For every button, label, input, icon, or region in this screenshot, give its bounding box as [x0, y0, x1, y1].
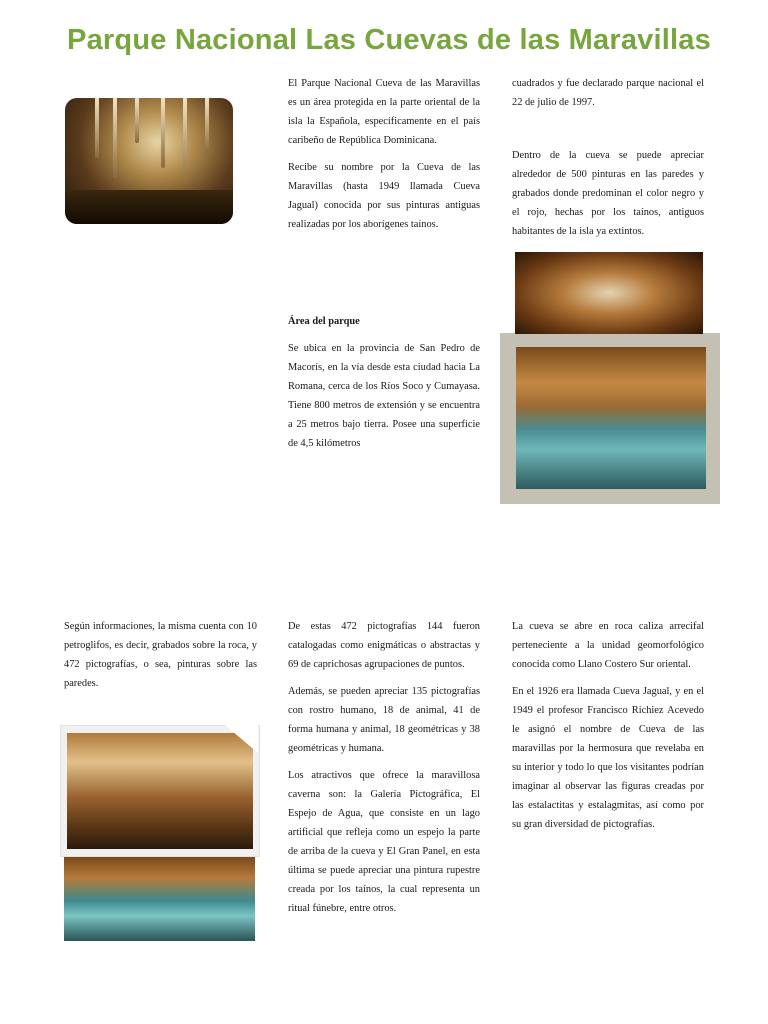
bottom-column-right — [512, 617, 704, 842]
paragraph: De estas 472 pictografías 144 fueron catalogadas como enigmáticas o abstractas y 69 de caprichosas agrupaciones de puntos. — [288, 621, 480, 670]
paragraph: Recibe su nombre por la Cueva de las Maravillas (hasta 1949 llamada Cueva Jagual) conocida por sus pinturas antiguas realizadas por los aborígenes taínos. — [288, 162, 480, 230]
paragraph: Según informaciones, la misma cuenta con 10 petroglifos, es decir, grabados sobre la roca, y 472 pictografías, o sea, pinturas sobre las paredes. — [64, 621, 257, 689]
bottom-column-center — [288, 617, 480, 926]
paragraph: En el 1926 era llamada Cueva Jagual, y en el 1949 el profesor Francisco Richiez Acevedo le asignó el nombre de Cueva de las maravillas por la hermosura que revelaba en su interior y todo lo que los visitantes podrían imaginar al observar las figuras creadas por las estalactitas y estalagmitas, así como por su gran diversidad de pictografías. — [512, 686, 704, 830]
cave-water-mirror-photo — [64, 857, 255, 941]
paragraph: La cueva se abre en roca caliza arrecifal perteneciente a la unidad geomorfológico conocida como Llano Costero Sur oriental. — [512, 621, 704, 670]
intro-column-right — [512, 74, 704, 249]
paragraph: El Parque Nacional Cueva de las Maravillas es un área protegida en la parte oriental de la isla la Española, específicamente en el país caribeño de República Dominicana. — [288, 78, 480, 146]
area-section — [288, 312, 480, 461]
bottom-column-left — [64, 617, 257, 701]
paragraph: Además, se pueden apreciar 135 pictografías con rostro humano, 18 de animal, 41 de forma humana y animal, 18 geométricas y 38 geométricas y humana. — [288, 686, 480, 754]
cave-passage-photo — [515, 252, 703, 334]
paragraph: Los atractivos que ofrece la maravillosa caverna son: la Galería Pictográfica, El Espejo de Agua, que consiste en un lago artificial que refleja como un espejo la parte de arriba de la cueva y El Gran Panel, en esta última se puede apreciar una pintura rupestre creada por los taínos, la cual representa un ritual fúnebre, entre otros. — [288, 770, 480, 914]
cave-lake-photo — [516, 347, 706, 489]
paragraph: cuadrados y fue declarado parque nacional el 22 de julio de 1997. — [512, 78, 704, 108]
photo-corner — [225, 725, 258, 753]
page-title: Parque Nacional Las Cuevas de las Maravillas — [67, 24, 711, 56]
section-heading: Área del parque — [288, 316, 360, 327]
intro-column — [288, 74, 480, 242]
paragraph: Se ubica en la provincia de San Pedro de Macorís, en la vía desde esta ciudad hacia La Romana, cerca de los Ríos Soco y Cumayasa. Tiene 800 metros de extensión y se encuentra a 25 metros bajo tierra. Posee una superficie de 4,5 kilómetros — [288, 343, 480, 449]
paragraph: Dentro de la cueva se puede apreciar alrededor de 500 pinturas en las paredes y grabados donde predominan el color negro y el rojo, hechas por los taínos, antiguos habitantes de la isla ya extintos. — [512, 150, 704, 237]
cave-stalactites-photo — [65, 98, 233, 224]
